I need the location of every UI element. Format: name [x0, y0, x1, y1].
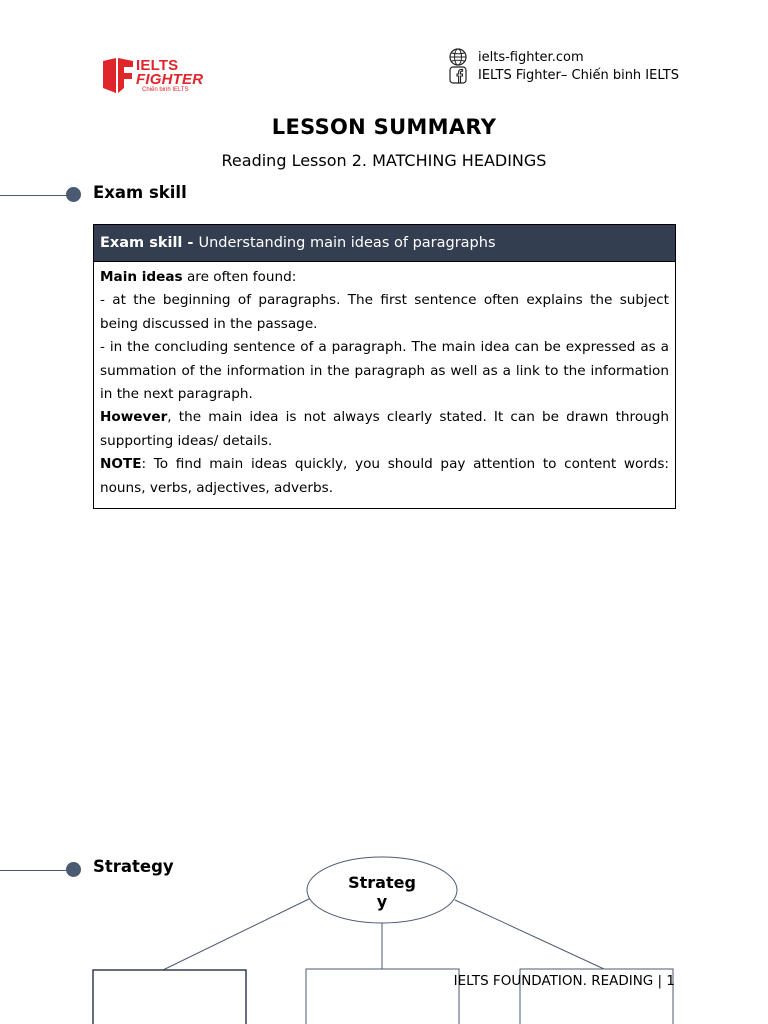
facebook-text[interactable]: IELTS Fighter– Chiến binh IELTS: [478, 67, 679, 83]
strategy-root-label-line1: Strateg: [348, 873, 416, 892]
page-title: LESSON SUMMARY: [271, 115, 497, 139]
bold-term: However: [100, 409, 168, 426]
logo-line1: IELTS: [136, 57, 179, 74]
logo-tagline: Chiến binh IELTS: [142, 87, 189, 93]
paragraph-text: , the main idea is not always clearly stated. It can be drawn through supporting ideas/ details.: [100, 409, 669, 449]
bold-term: NOTE: [100, 456, 142, 473]
page-footer: IELTS FOUNDATION. READING | 1: [453, 973, 675, 989]
box-header-label: Exam skill -: [100, 235, 199, 251]
strategy-box-left: [93, 970, 246, 1024]
logo-line2: FIGHTER: [136, 71, 204, 88]
connector-right: [455, 900, 604, 969]
section-title-exam-skill: Exam skill: [93, 183, 187, 202]
website-text[interactable]: ielts-fighter.com: [478, 49, 584, 65]
connector-left: [163, 898, 311, 970]
box-header-text: Understanding main ideas of paragraphs: [198, 235, 496, 251]
section-title-strategy: Strategy: [93, 857, 174, 876]
paragraph-text: are often found:: [182, 269, 297, 285]
bold-term: Main ideas: [100, 269, 183, 285]
paragraph-text: : To find main ideas quickly, you should pay attention to content words: nouns, verbs, adjectives, adverbs.: [100, 456, 669, 496]
strategy-box-center: [306, 969, 459, 1024]
paragraph: - at the beginning of paragraphs. The first sentence often explains the subject being discussed in the passage.: [100, 292, 669, 332]
paragraph: - in the concluding sentence of a paragraph. The main idea can be expressed as a summation of the information in the paragraph as well as a link to the information in the next paragraph.: [100, 339, 669, 403]
strategy-root-label-line2: y: [376, 892, 388, 911]
page-subtitle: Reading Lesson 2. MATCHING HEADINGS: [221, 151, 547, 170]
